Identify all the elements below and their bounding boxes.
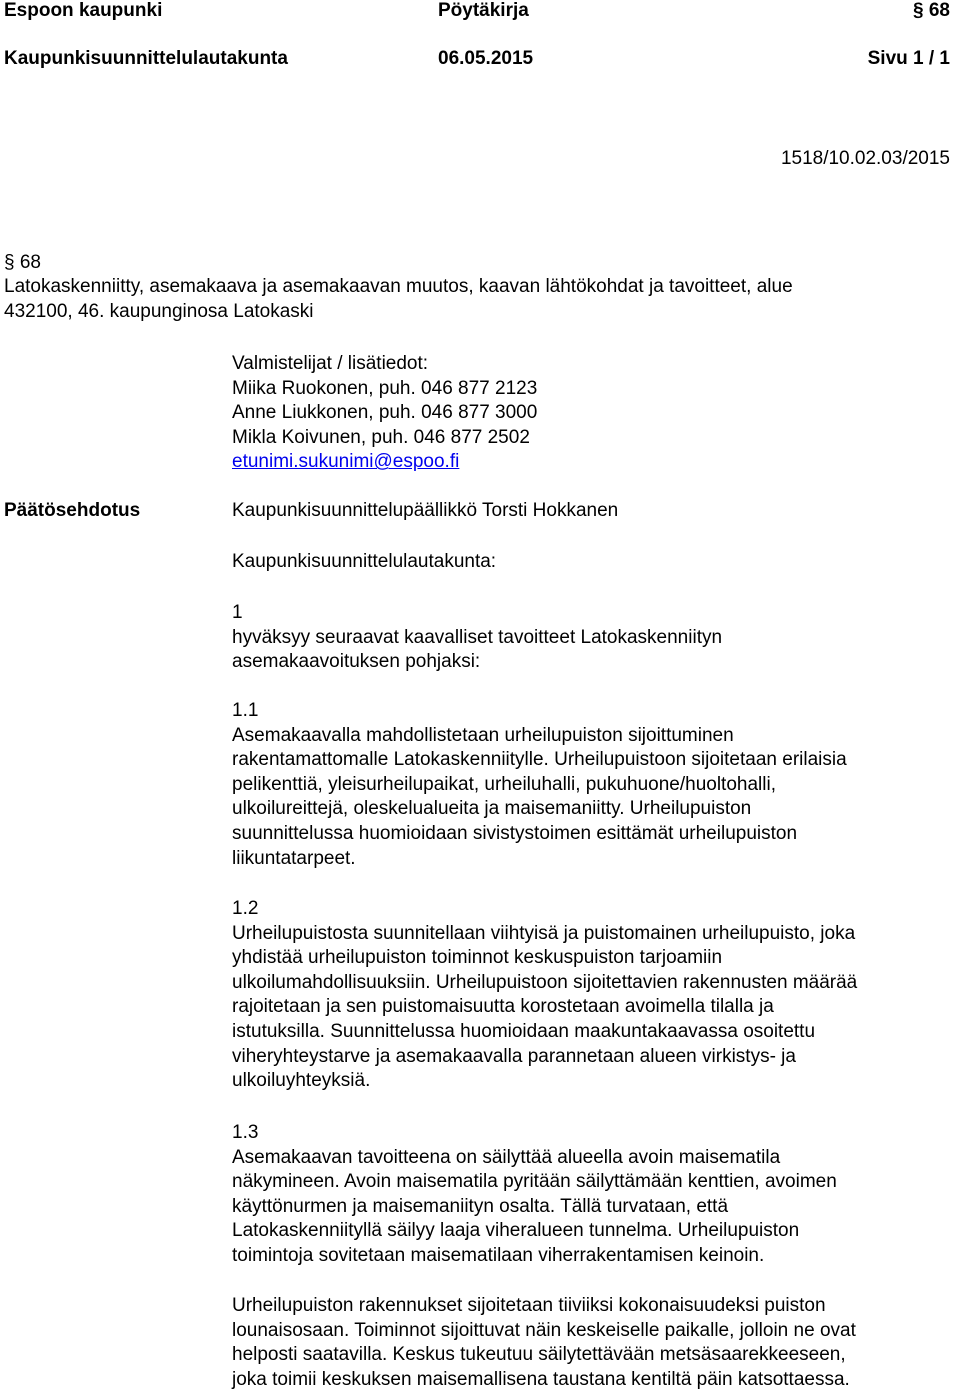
page-indicator: Sivu 1 / 1 <box>867 48 950 69</box>
item-1-1-line: liikuntatarpeet. <box>232 847 356 869</box>
preparer-2: Anne Liukkonen, puh. 046 877 3000 <box>232 402 538 424</box>
item-1-2-line: istutuksilla. Suunnittelussa huomioidaan maakuntakaavassa osoitettu <box>232 1020 816 1042</box>
organization-name: Espoon kaupunki <box>4 0 163 21</box>
item-1-2 <box>232 897 952 1094</box>
final-paragraph-line: joka toimii keskuksen maisemallisena taustana kentiltä päin katsottaessa. <box>232 1368 850 1390</box>
item-1 <box>232 601 952 675</box>
item-1-3 <box>232 1121 952 1269</box>
section-title-line-1: Latokaskenniitty, asemakaava ja asemakaavan muutos, kaavan lähtökohdat ja tavoitteet, alue <box>4 276 793 297</box>
item-1-1-line: suunnittelussa huomioidaan sivistystoimen esittämät urheilupuiston <box>232 822 798 844</box>
preparer-1: Miika Ruokonen, puh. 046 877 2123 <box>232 377 538 399</box>
section-title-line-2: 432100, 46. kaupunginosa Latokaski <box>4 301 314 322</box>
header-section-number: § 68 <box>913 0 950 21</box>
item-1-number: 1 <box>232 602 243 623</box>
item-1-3-line: näkymineen. Avoin maisematila pyritään säilyttämään kenttien, avoimen <box>232 1171 837 1193</box>
final-paragraph <box>232 1294 952 1392</box>
final-paragraph-line: Urheilupuiston rakennukset sijoitetaan tiiviiksi kokonaisuudeksi puiston <box>232 1295 826 1316</box>
proposer: Kaupunkisuunnittelupäällikkö Torsti Hokkanen <box>232 500 619 521</box>
contact-email-link[interactable]: etunimi.sukunimi@espoo.fi <box>232 451 460 473</box>
item-1-2-number: 1.2 <box>232 898 259 919</box>
item-1-2-line: yhdistää urheilupuiston toiminnot keskuspuiston tarjoamiin <box>232 947 723 969</box>
section-number: § 68 <box>4 252 41 273</box>
item-1-2-line: ulkoiluyhteyksiä. <box>232 1070 371 1092</box>
item-1-3-line: käyttönurmen ja maisemaniityn osalta. Tällä turvataan, että <box>232 1195 729 1217</box>
item-1-1-number: 1.1 <box>232 700 259 721</box>
item-1-1-line: pelikenttiä, yleisurheilupaikat, urheiluhalli, pukuhuone/huoltohalli, <box>232 773 776 795</box>
item-1-3-number: 1.3 <box>232 1122 259 1143</box>
meeting-date: 06.05.2015 <box>438 48 534 69</box>
final-paragraph-line: lounaisosaan. Toiminnot sijoittuvat näin keskeiselle paikalle, jolloin ne ovat <box>232 1319 856 1341</box>
document-type: Pöytäkirja <box>438 0 529 21</box>
preparers-block <box>232 352 952 475</box>
item-1-3-line: Asemakaavan tavoitteena on säilyttää alueella avoin maisematila <box>232 1146 781 1168</box>
item-1-2-line: rajoitetaan ja sen puistomaisuutta korostetaan avoimella tilalla ja <box>232 996 774 1018</box>
preparers-heading: Valmistelijat / lisätiedot: <box>232 353 429 374</box>
item-1-3-line: toimintoja sovitetaan maisematilaan viherrakentamisen keinoin. <box>232 1244 765 1266</box>
record-id: 1518/10.02.03/2015 <box>780 148 950 169</box>
board-name: Kaupunkisuunnittelulautakunta <box>4 48 288 69</box>
item-1-line: asemakaavoituksen pohjaksi: <box>232 651 481 673</box>
item-1-1 <box>232 699 952 871</box>
item-1-1-line: rakentamattomalle Latokaskenniitylle. Urheilupuistoon sijoitetaan erilaisia <box>232 749 847 771</box>
item-1-2-line: ulkoilumahdollisuuksiin. Urheilupuistoon sijoitettavien rakennusten määrää <box>232 971 858 993</box>
proposal-label: Päätösehdotus <box>4 500 141 521</box>
preparer-3: Mikla Koivunen, puh. 046 877 2502 <box>232 426 530 448</box>
addressee: Kaupunkisuunnittelulautakunta: <box>232 551 497 572</box>
item-1-2-line: viheryhteystarve ja asemakaavalla parannetaan alueen virkistys- ja <box>232 1045 796 1067</box>
item-1-2-line: Urheilupuistosta suunnitellaan viihtyisä ja puistomainen urheilupuisto, joka <box>232 922 856 944</box>
item-1-1-line: Asemakaavalla mahdollistetaan urheilupuiston sijoittuminen <box>232 724 734 746</box>
item-1-1-line: ulkoilureittejä, oleskelualueita ja maisemaniitty. Urheilupuiston <box>232 798 752 820</box>
item-1-3-line: Latokaskenniityllä säilyy laaja viheralueen tunnelma. Urheilupuiston <box>232 1220 800 1242</box>
item-1-line: hyväksyy seuraavat kaavalliset tavoitteet Latokaskenniityn <box>232 626 723 648</box>
final-paragraph-line: helposti saatavilla. Keskus tukeutuu säilytettävään metsäsaarekkeeseen, <box>232 1344 846 1366</box>
